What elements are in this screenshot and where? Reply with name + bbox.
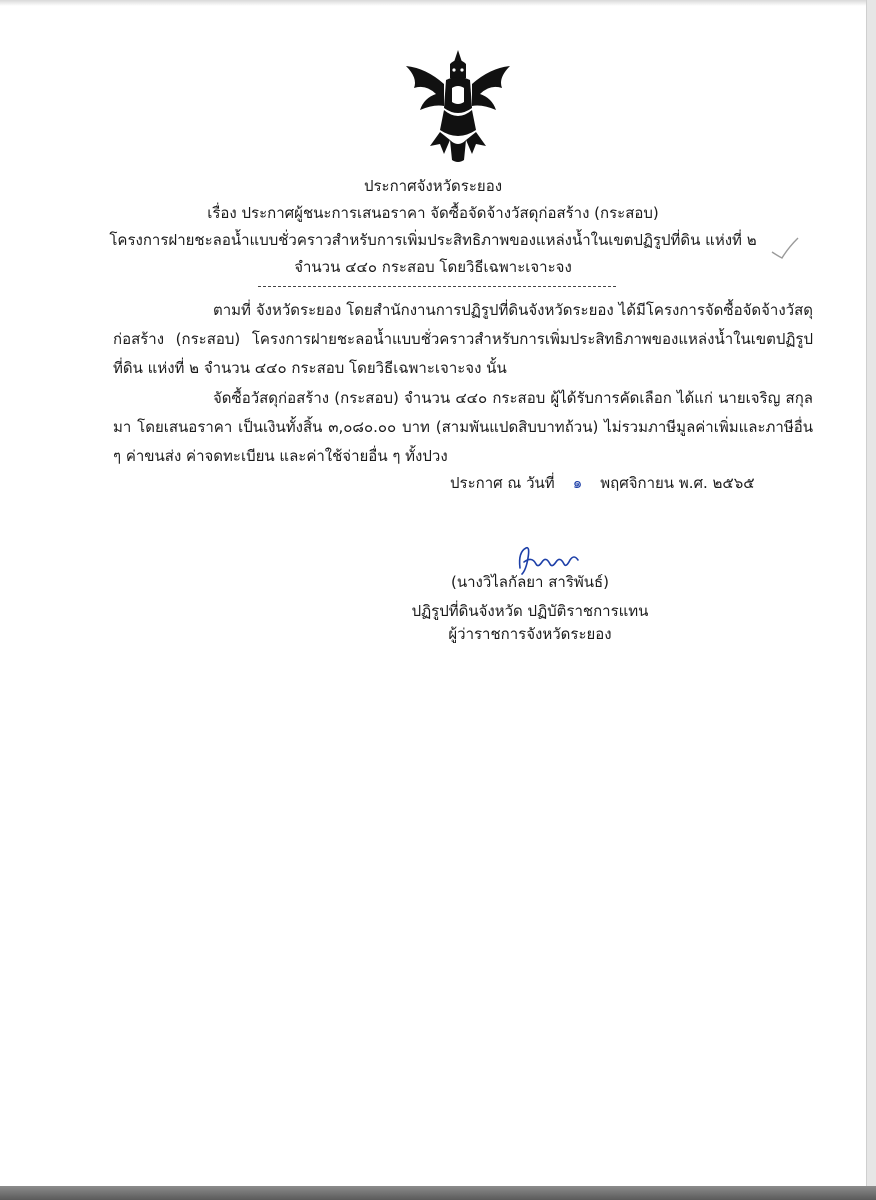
signatory-title: ผู้ว่าราชการจังหวัดระยอง xyxy=(448,625,612,643)
date-month-year: พฤศจิกายน พ.ศ. ๒๕๖๕ xyxy=(600,474,755,492)
announcement-subject: เรื่อง ประกาศผู้ชนะการเสนอราคา จัดซื้อจัดจ้างวัสดุก่อสร้าง (กระสอบ) xyxy=(207,204,659,222)
scan-top-edge xyxy=(0,0,876,6)
body-paragraph-1 xyxy=(113,296,813,383)
scan-right-edge xyxy=(866,0,876,1200)
garuda-emblem-icon xyxy=(396,48,520,164)
date-day: ๑ xyxy=(572,474,583,492)
body-paragraph-2-text: จัดซื้อวัสดุก่อสร้าง (กระสอบ) จำนวน ๔๔๐ กระสอบ ผู้ได้รับการคัดเลือก ได้แก่ นายเจริญ สกุลมา โดยเสนอราคา เป็นเงินทั้งสิ้น ๓,๐๘๐.๐๐ บาท (สามพันแปดสิบบาทถ้วน) ไม่รวมภาษีมูลค่าเพิ่มและภาษีอื่น ๆ ค่าขนส่ง ค่าจดทะเบียน และค่าใช้จ่ายอื่น ๆ ทั้งปวง xyxy=(113,389,813,465)
date-prefix: ประกาศ ณ วันที่ xyxy=(450,474,555,492)
signatory-position: ปฏิรูปที่ดินจังหวัด ปฏิบัติราชการแทน xyxy=(411,602,649,620)
announcement-date xyxy=(450,472,755,494)
project-title-line2: จำนวน ๔๔๐ กระสอบ โดยวิธีเฉพาะเจาะจง xyxy=(294,258,572,276)
check-mark-icon xyxy=(770,234,800,260)
scan-bottom-edge xyxy=(0,1186,876,1200)
separator-dashes xyxy=(258,286,616,287)
announcement-agency: ประกาศจังหวัดระยอง xyxy=(363,177,503,195)
project-title-line1: โครงการฝายชะลอน้ำแบบชั่วคราวสำหรับการเพิ่มประสิทธิภาพของแหล่งน้ำในเขตปฏิรูปที่ดิน แห่งที่ ๒ xyxy=(109,231,757,249)
signatory-name: (นางวิไลกัลยา สาริพันธ์) xyxy=(450,573,610,591)
body-paragraph-1-text: ตามที่ จังหวัดระยอง โดยสำนักงานการปฏิรูปที่ดินจังหวัดระยอง ได้มีโครงการจัดซื้อจัดจ้างวัสดุก่อสร้าง (กระสอบ) โครงการฝายชะลอน้ำแบบชั่วคราวสำหรับการเพิ่มประสิทธิภาพของแหล่งน้ำในเขตปฏิรูปที่ดิน แห่งที่ ๒ จำนวน ๔๔๐ กระสอบ โดยวิธีเฉพาะเจาะจง นั้น xyxy=(113,301,813,377)
body-paragraph-2 xyxy=(113,384,813,471)
